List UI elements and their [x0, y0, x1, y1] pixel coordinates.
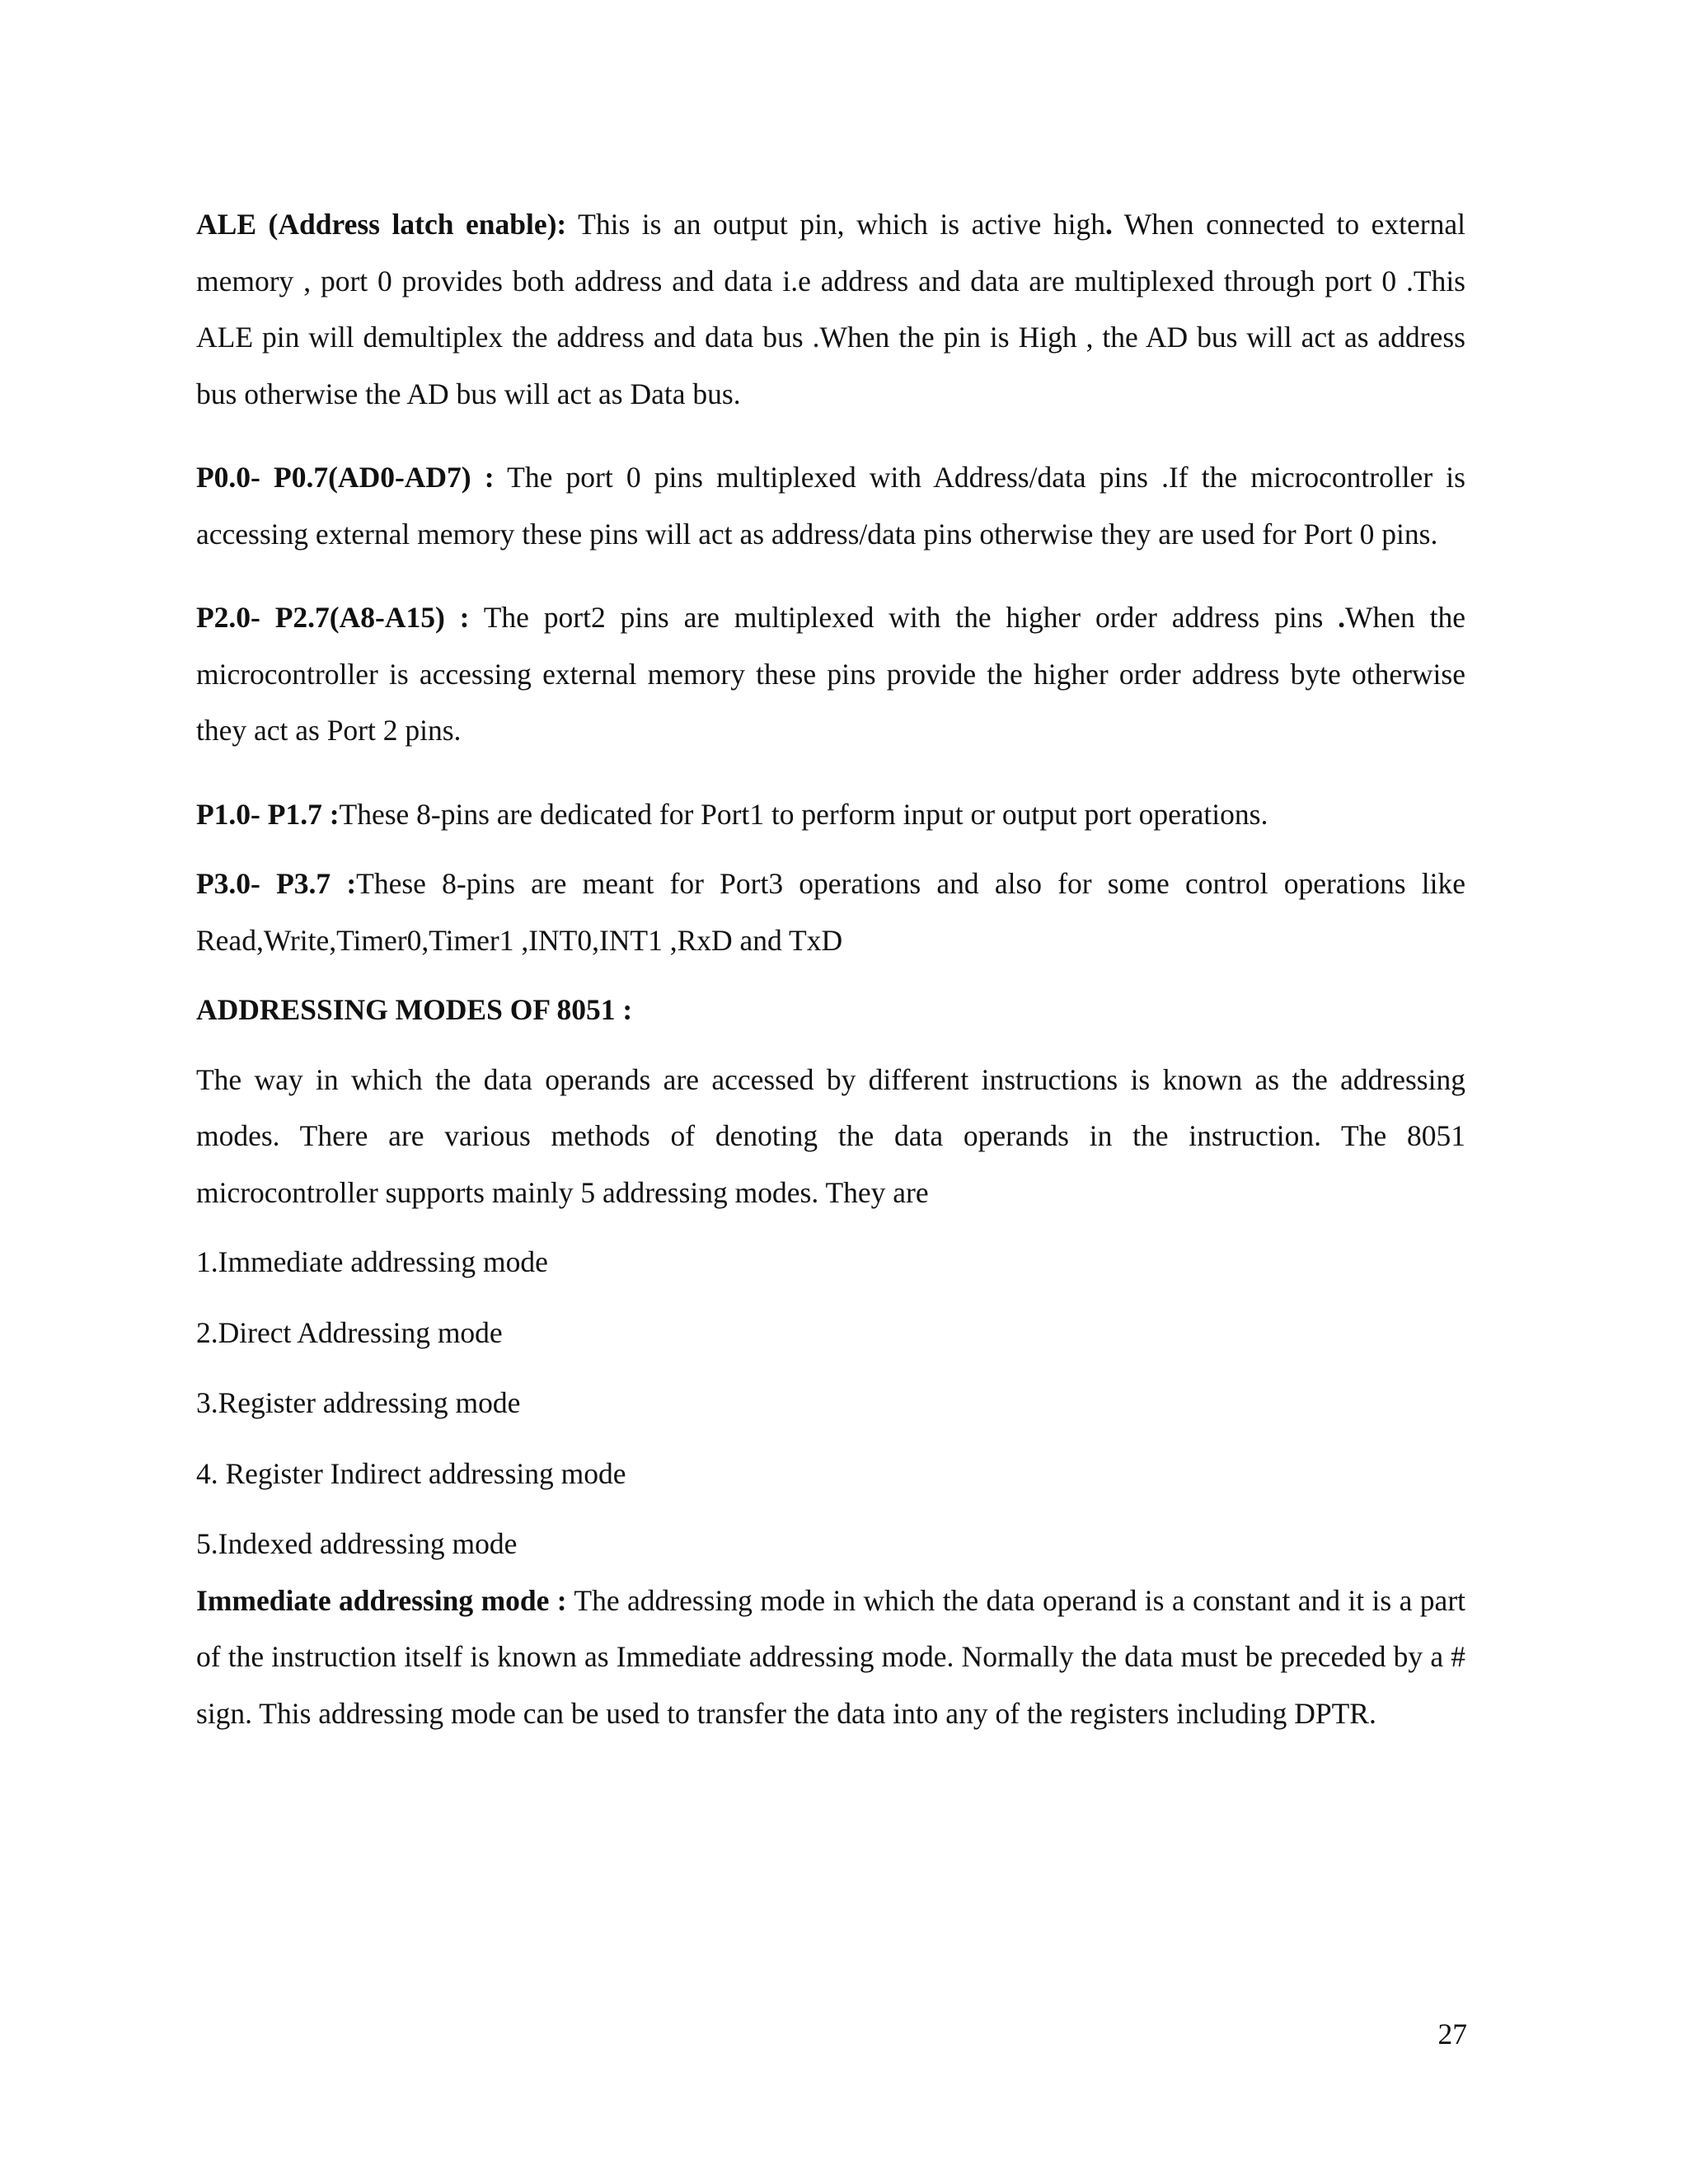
ale-paragraph [196, 196, 1465, 422]
p0-text: The port 0 pins multiplexed with Address/data pins .If the microcontroller is accessing external memory these pins will act as address/data pins otherwise they are used for Port 0 pins. [196, 461, 1465, 551]
p2-term: P2.0- P2.7(A8-A15) : [196, 601, 470, 634]
addressing-intro-paragraph: The way in which the data operands are accessed by different instructions is known as the addressing modes. There are various methods of denoting the data operands in the instruction. The 8051 microcontroller supports mainly 5 addressing modes. They are [196, 1062, 1465, 1209]
immediate-text: The addressing mode in which the data operand is a constant and it is a part of the instruction itself is known as Immediate addressing mode. Normally the data must be preceded by a # sign. This addressing mode can be used to transfer the data into any of the registers including DPTR. [196, 1583, 1466, 1730]
addressing-modes-heading: ADDRESSING MODES OF 8051 : [196, 993, 633, 1026]
p0-paragraph [196, 449, 1465, 562]
list-item: 2.Direct Addressing mode [196, 1315, 503, 1349]
immediate-paragraph [196, 1572, 1465, 1742]
p3-text: These 8-pins are meant for Port3 operations and also for some control operations like Read,Write,Timer0,Timer1 ,INT0,INT1 ,RxD and TxD [196, 867, 1466, 957]
ale-text-before: This is an output pin, which is active high [566, 208, 1106, 241]
page-content [196, 196, 1465, 1741]
page-number: 27 [1437, 2018, 1467, 2050]
list-item: 4. Register Indirect addressing mode [196, 1456, 626, 1490]
p2-bold-period: . [1338, 601, 1345, 634]
list-item: 1.Immediate addressing mode [196, 1245, 548, 1278]
p2-text-after: When the microcontroller is accessing external memory these pins provide the higher order address byte otherwise they act as Port 2 pins. [196, 601, 1465, 747]
p1-paragraph [196, 786, 1465, 843]
ale-text-after: When connected to external memory , port 0 provides both address and data i.e address and data are multiplexed through port 0 .This ALE pin will demultiplex the address and data bus .When the pin is High , the AD bus will act as address bus otherwise the AD bus will act as Data bus. [196, 208, 1465, 410]
list-item: 5.Indexed addressing mode [196, 1527, 518, 1560]
p1-text: These 8-pins are dedicated for Port1 to perform input or output port operations. [339, 797, 1268, 831]
list-item: 3.Register addressing mode [196, 1386, 521, 1419]
ale-term: ALE (Address latch enable): [196, 208, 567, 241]
immediate-term: Immediate addressing mode : [196, 1583, 567, 1617]
p2-text-before: The port2 pins are multiplexed with the higher order address pins [469, 601, 1339, 634]
p0-term: P0.0- P0.7(AD0-AD7) : [196, 461, 495, 494]
ale-bold-period: . [1105, 208, 1113, 241]
p3-paragraph [196, 855, 1465, 968]
p1-term: P1.0- P1.7 : [196, 797, 340, 831]
addressing-modes-list [196, 1234, 1465, 1572]
p2-paragraph [196, 589, 1465, 759]
p3-term: P3.0- P3.7 : [196, 867, 357, 900]
